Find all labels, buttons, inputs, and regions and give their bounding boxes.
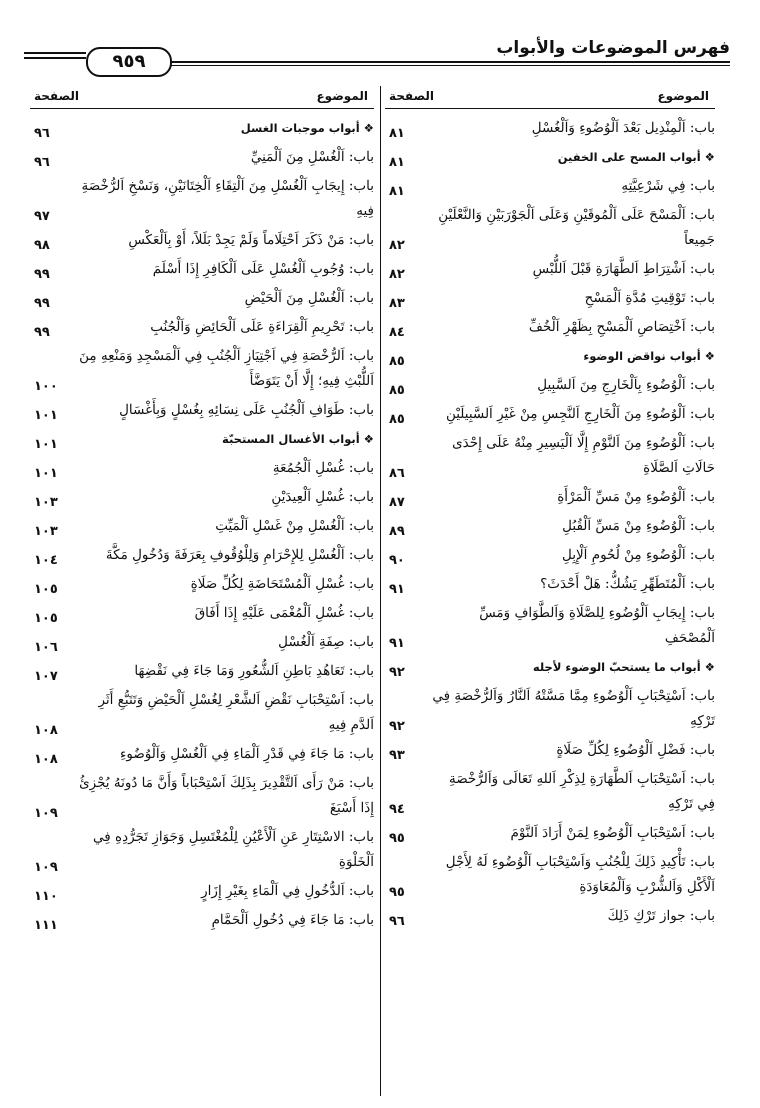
index-entry <box>385 203 715 253</box>
entry-page-number: ٨٦ <box>389 466 405 481</box>
entry-page-number: ١٠٧ <box>34 669 58 684</box>
entry-title: باب: غُسْلِ اَلْمُسْتَحَاضَةِ لِكُلِّ صَلَاةٍ <box>190 576 374 592</box>
left-column-header <box>30 86 374 109</box>
entry-page-number: ٩٩ <box>34 296 50 311</box>
entry-page-number: ٨١ <box>389 155 405 170</box>
entry-page-number: ١٠٨ <box>34 752 58 767</box>
index-entry <box>30 398 374 423</box>
section-heading <box>385 655 715 680</box>
entry-page-number: ١٠٣ <box>34 524 58 539</box>
index-entry <box>30 315 374 340</box>
index-entry <box>385 257 715 282</box>
entry-title: باب: فِي شَرْعِيَّتِهِ <box>621 178 715 194</box>
page-column-label: الصفحة <box>34 89 80 103</box>
topic-column-label: الموضوع <box>657 89 709 103</box>
entry-title: باب: اَلْغُسْلِ مِنَ اَلْمَنِيِّ <box>250 149 374 165</box>
entry-title: باب: مَنْ رَأَى اَلتَّقْدِيرَ بِذَلِكَ اَسْتِحْبَاباً وَأَنَّ مَا دُونَهُ يُجْزِئُ إِذَا أَسْبَغَ <box>79 775 374 816</box>
entry-title: باب: اَلْغُسْلِ مِنَ اَلْحَيْضِ <box>244 290 374 306</box>
entry-title: باب: تَعَاهُدِ بَاطِنِ اَلشُّعُورِ وَمَا جَاءَ فِي نَقْضِهَا <box>134 663 374 679</box>
entry-title: باب: اَسْتِحْبَابِ نَقْضِ اَلشَّعْرِ لِغُسْلِ اَلْحَيْضِ وَتَتَبُّعِ أَثَرِ اَلدَّمِ فِيهِ <box>98 692 374 733</box>
index-entry <box>30 742 374 767</box>
entry-page-number: ٩١ <box>389 582 405 597</box>
entry-page-number: ١٠٥ <box>34 611 58 626</box>
entry-title: باب: اَلْوُضُوءِ مِنَ اَلْخَارِجِ اَلنَّجِسِ مِنْ غَيْرِ اَلسَّبِيلَيْنِ <box>445 406 715 422</box>
section-heading <box>385 145 715 170</box>
section-title: ❖ أبواب ما يستحبّ الوضوء لأجله <box>532 660 715 674</box>
entry-page-number: ١٠٦ <box>34 640 58 655</box>
section-heading <box>385 344 715 369</box>
entry-page-number: ٩٠ <box>389 553 405 568</box>
section-heading <box>30 116 374 141</box>
entry-page-number: ٨١ <box>389 184 405 199</box>
entry-page-number: ٩٨ <box>34 238 50 253</box>
index-entry <box>385 601 715 651</box>
index-entry <box>30 908 374 933</box>
right-column <box>385 116 715 933</box>
entry-title: باب: اَسْتِحْبَابِ اَلْوُضُوءِ لِمَنْ أَرَادَ اَلنَّوْمَ <box>510 825 715 841</box>
entry-page-number: ٩٦ <box>389 914 405 929</box>
entry-title: باب: صِفَةِ اَلْغُسْلِ <box>278 634 374 650</box>
entry-page-number: ٩٩ <box>34 325 50 340</box>
index-entry <box>385 514 715 539</box>
entry-title: باب: وُجُوبِ اَلْغُسْلِ عَلَى اَلْكَافِرِ إِذَا أَسْلَمَ <box>152 261 374 277</box>
index-entry <box>385 373 715 398</box>
index-entry <box>30 485 374 510</box>
entry-title: باب: اَسْتِحْبَابِ اَلطَّهَارَةِ لِذِكْرِ اَللهِ تَعَالَى وَاَلرُّخْصَةِ فِي تَرْكِهِ <box>448 771 715 812</box>
header-rule-thin <box>168 65 730 66</box>
index-entry <box>385 485 715 510</box>
index-entry <box>385 431 715 481</box>
index-entry <box>30 174 374 224</box>
section-title: ❖ أبواب الأغسال المستحبّة <box>222 432 374 446</box>
entry-title: باب: اَشْتِرَاطِ اَلطَّهَارَةِ قَبْلَ اَللُّبْسِ <box>532 261 715 277</box>
entry-page-number: ٩٢ <box>389 665 405 680</box>
topic-column-label: الموضوع <box>316 89 368 103</box>
index-entry <box>30 257 374 282</box>
entry-page-number: ٩٣ <box>389 748 405 763</box>
entry-page-number: ٨٥ <box>389 354 405 369</box>
entry-title: باب: غُسْلِ اَلْعِيدَيْنِ <box>271 489 374 505</box>
index-entry <box>30 572 374 597</box>
section-title: ❖ أبواب نواقض الوضوء <box>583 349 715 363</box>
index-entry <box>385 315 715 340</box>
section-title: ❖ أبواب موجبات الغسل <box>240 121 374 135</box>
index-entry <box>385 174 715 199</box>
entry-page-number: ١٠١ <box>34 437 58 452</box>
index-entry <box>30 514 374 539</box>
index-entry <box>385 543 715 568</box>
entry-page-number: ٨٢ <box>389 238 405 253</box>
entry-page-number: ١١١ <box>34 918 58 933</box>
entry-page-number: ١٠٩ <box>34 806 58 821</box>
entry-page-number: ٨٩ <box>389 524 405 539</box>
index-entry <box>385 572 715 597</box>
entry-page-number: ١٠٩ <box>34 860 58 875</box>
entry-title: باب: جواز تَرْكِ ذَلِكَ <box>607 908 715 924</box>
section-title: ❖ أبواب المسح على الخفين <box>557 150 715 164</box>
index-entry <box>385 738 715 763</box>
entry-title: باب: إِيجَابِ اَلْوُضُوءِ لِلصَّلَاةِ وَاَلطَّوَافِ وَمَسِّ اَلْمُصْحَفِ <box>479 605 715 646</box>
index-entry <box>30 630 374 655</box>
index-entry <box>385 116 715 141</box>
entry-title: باب: إِيجَابِ اَلْغُسْلِ مِنَ اَلْتِقَاءِ اَلْخِتَانَيْنِ، وَنَسْخِ اَلرُّخْصَةِ فِيهِ <box>81 178 374 219</box>
entry-title: باب: مَا جَاءَ فِي دُخُولِ اَلْحَمَّامِ <box>211 912 374 928</box>
entry-title: باب: اَلْوُضُوءِ مِنْ مَسِّ اَلْمَرْأَةِ <box>557 489 715 505</box>
entry-page-number: ٨٢ <box>389 267 405 282</box>
entry-page-number: ٩٩ <box>34 267 50 282</box>
column-divider <box>380 86 381 1096</box>
entry-page-number: ١١٠ <box>34 889 58 904</box>
entry-title: باب: اَلْوُضُوءِ مِنَ اَلنَّوْمِ إِلَّا اَلْيَسِيرِ مِنْهُ عَلَى إِحْدَى حَالَاتِ اَلصَّلَاةِ <box>452 435 715 476</box>
entry-page-number: ١٠١ <box>34 408 58 423</box>
entry-page-number: ٨٤ <box>389 325 405 340</box>
decorative-lines <box>24 52 86 62</box>
entry-title: باب: اَلْمِنْدِيل بَعْدَ اَلْوُضُوءِ وَاَلْغُسْلِ <box>531 120 715 136</box>
entry-page-number: ١٠٤ <box>34 553 58 568</box>
entry-title: باب: اَلْمُتَطَهِّرِ يَشُكُّ: هَلْ أَحْدَثَ؟ <box>540 576 715 592</box>
index-entry <box>385 850 715 900</box>
entry-title: باب: مَنْ ذَكَرَ اَحْتِلَاماً وَلَمْ يَجِدْ بَلَلاً، أَوْ بِاَلْعَكْسِ <box>128 232 374 248</box>
page-title: فهرس الموضوعات والأبواب <box>496 38 730 58</box>
entry-page-number: ٨١ <box>389 126 405 141</box>
header-rule <box>168 61 730 63</box>
entry-page-number: ٨٧ <box>389 495 405 510</box>
entry-page-number: ٩٧ <box>34 209 50 224</box>
entry-page-number: ٩١ <box>389 636 405 651</box>
right-column-header <box>385 86 715 109</box>
entry-page-number: ٩٢ <box>389 719 405 734</box>
entry-page-number: ٨٥ <box>389 412 405 427</box>
index-entry <box>30 286 374 311</box>
entry-title: باب: اَلْوُضُوءِ بِاَلْخَارِجِ مِنَ اَلسَّبِيلِ <box>537 377 715 393</box>
entry-page-number: ١٠٨ <box>34 723 58 738</box>
entry-title: باب: اَلْوُضُوءِ مِنْ لُحُومِ اَلْإِبِلِ <box>561 547 715 563</box>
entry-title: باب: تَأْكِيدِ ذَلِكَ لِلْجُنُبِ وَاَسْتِحْبَابِ اَلْوُضُوءِ لَهُ لِأَجْلِ اَلْأَكْلِ وَاَلشُّرْبِ وَاَلْمُعَاوَدَةِ <box>445 854 715 895</box>
index-entry <box>30 456 374 481</box>
entry-page-number: ١٠١ <box>34 466 58 481</box>
index-entry <box>30 601 374 626</box>
index-entry <box>385 767 715 817</box>
entry-title: باب: اَلْمَسْحَ عَلَى اَلْمُوقَيْنِ وَعَلَى اَلْجَوْرَبَيْنِ وَالنَّعْلَيْنِ جَمِيعاً <box>438 207 715 248</box>
index-entry <box>30 543 374 568</box>
entry-page-number: ١٠٣ <box>34 495 58 510</box>
entry-page-number: ٩٦ <box>34 155 50 170</box>
entry-title: باب: الاسْتِتَارِ عَنِ اَلْأَعْيُنِ لِلْمُغْتَسِلِ وَجَوَازِ تَجَرُّدِهِ فِي اَلْخَلْوَةِ <box>93 829 374 870</box>
entry-page-number: ٨٣ <box>389 296 405 311</box>
index-entry <box>30 228 374 253</box>
index-entry <box>385 684 715 734</box>
left-column <box>30 116 374 937</box>
index-entry <box>385 821 715 846</box>
entry-page-number: ٨٥ <box>389 383 405 398</box>
index-entry <box>30 879 374 904</box>
entry-page-number: ١٠٥ <box>34 582 58 597</box>
entry-page-number: ٩٥ <box>389 831 405 846</box>
page-header <box>24 38 730 78</box>
entry-title: باب: اَخْتِصَاصِ اَلْمَسْحِ بِظَهْرِ اَلْخُفِّ <box>528 319 715 335</box>
entry-title: باب: غُسْلِ اَلْمُغْمَى عَلَيْهِ إِذَا أَفَاقَ <box>194 605 374 621</box>
index-entry <box>30 344 374 394</box>
entry-title: باب: غُسْلِ اَلْجُمُعَةِ <box>272 460 374 476</box>
index-entry <box>30 145 374 170</box>
entry-page-number: ٩٥ <box>389 885 405 900</box>
index-entry <box>30 659 374 684</box>
index-entry <box>30 825 374 875</box>
index-entry <box>30 771 374 821</box>
entry-title: باب: اَلرُّخْصَةِ فِي اَجْتِيَازِ اَلْجُنُبِ فِي اَلْمَسْجِدِ وَمَنْعِهِ مِنَ اَللُّبْثِ فِيهِ؛ إِلَّا أَنْ يَتَوَضَّأَ <box>79 348 374 389</box>
entry-title: باب: اَسْتِحْبَابِ اَلْوُضُوءِ مِمَّا مَسَّتْهُ اَلنَّارُ وَاَلرُّخْصَةِ فِي تَرْكِهِ <box>432 688 715 729</box>
index-entry <box>30 688 374 738</box>
index-entry <box>385 402 715 427</box>
entry-page-number: ١٠٠ <box>34 379 58 394</box>
entry-title: باب: فَضْلِ اَلْوُضُوءِ لِكُلِّ صَلَاةٍ <box>556 742 715 758</box>
page-column-label: الصفحة <box>389 89 435 103</box>
entry-title: باب: اَلدُّخُولِ فِي اَلْمَاءِ بِغَيْرِ إِزَارٍ <box>201 883 374 899</box>
entry-title: باب: طَوَافِ اَلْجُنُبِ عَلَى نِسَائِهِ بِغُسْلٍ وَبِأَغْسَالٍ <box>119 402 374 418</box>
index-entry <box>385 904 715 929</box>
entry-title: باب: مَا جَاءَ فِي قَدْرِ اَلْمَاءِ فِي اَلْغُسْلِ وَاَلْوُضُوءِ <box>120 746 374 762</box>
index-entry <box>385 286 715 311</box>
entry-title: باب: تَحْرِيمِ اَلْقِرَاءَةِ عَلَى اَلْحَائِضِ وَاَلْجُنُبِ <box>150 319 374 335</box>
entry-page-number: ٩٦ <box>34 126 50 141</box>
section-heading <box>30 427 374 452</box>
entry-title: باب: تَوْقِيتِ مُدَّةِ اَلْمَسْحِ <box>584 290 715 306</box>
entry-title: باب: اَلْغُسْلِ مِنْ غَسْلِ اَلْمَيِّتِ <box>215 518 374 534</box>
entry-title: باب: اَلْغُسْلِ لِلإِحْرَامِ وَلِلْوُقُوفِ بِعَرَفَةَ وَدُخُولِ مَكَّةَ <box>105 547 374 563</box>
entry-title: باب: اَلْوُضُوءِ مِنْ مَسِّ اَلْقُبُلِ <box>562 518 715 534</box>
entry-page-number: ٩٤ <box>389 802 405 817</box>
page-number: ٩٥٩ <box>86 47 172 77</box>
